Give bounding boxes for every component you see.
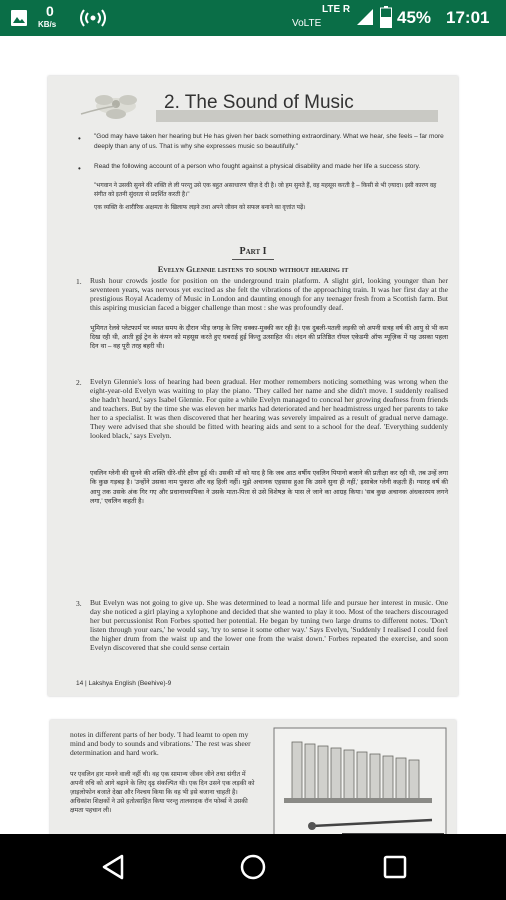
- para2-hindi: एवलिन ग्लेनी की सुनने की शक्ति धीरे-धीरे क्षीण हुई थी। उसकी माँ को याद है कि जब आठ वर्षीय एवलिन पियानो बजाने की प्रतीक्षा कर रही थी, तब उन्हें लगा कि कुछ गड़बड़ है। 'उन्होंने उसका नाम पुकारा और वह हिली नहीं। मुझे अचानक एहसास हुआ कि उसने सुना ही नहीं,' इसाबेल ग्लेनी कहती हैं। ग्यारह वर्ष की आयु तक उसके अंक गिर गए और प्रधानाध्यापिका ने उसके माता-पिता से उसे विशेषज्ञ के पास ले जाने का आग्रह किया। 'सब कुछ अचानक अंधकारमय लगने लगा,' एवलिन कहती है।: [90, 470, 448, 506]
- document-viewer[interactable]: [0, 36, 506, 834]
- para2: Evelyn Glennie's loss of hearing had been gradual. Her mother remembers noticing something was wrong when the eight-year-old Evelyn was waiting to play the piano. 'They called her name and she didn't move. I suddenly realised she hadn't heard,' says Isabel Glennie. For quite a while Evelyn managed to conceal her growing deafness from friends and teachers. But by the time she was eleven her marks had deteriorated and her headmistress urged her parents to take her to a specialist. It was then discovered that her hearing was severely impaired as a result of gradual nerve damage. They were advised that she should be fitted with hearing aids and sent to a school for the deaf. 'Everything suddenly looked black,' says Evelyn.: [90, 377, 448, 440]
- intro-bullet: •: [78, 134, 81, 143]
- page-footer: 14 | Lakshya English (Beehive)-9: [76, 680, 172, 687]
- page-2[interactable]: [50, 720, 456, 840]
- kbs-value: 0: [46, 3, 54, 19]
- network-type: LTE R: [322, 4, 351, 15]
- intro-read: Read the following account of a person who fought against a physical disability and made her life a success story.: [94, 163, 421, 170]
- para3-number: 3.: [76, 599, 82, 608]
- navigation-bar: [0, 834, 506, 900]
- part-label: Part I: [239, 246, 267, 257]
- battery-percent: 45%: [397, 8, 432, 27]
- read-bullet: •: [78, 164, 81, 173]
- battery-icon: [380, 6, 392, 28]
- para1-number: 1.: [76, 277, 82, 286]
- intro-quote: "God may have taken her hearing but He has given her back something extraordinary. What we hear, she feels – far more deeply than any of us. That is why she expresses music so beautifully.": [94, 133, 444, 150]
- home-icon[interactable]: [240, 854, 266, 880]
- part-underline: [232, 259, 274, 260]
- hindi-intro-1: "भगवान ने उसकी सुनने की शक्ति ले ली परन्तु उसे एक बहुत असाधारण चीज़ दे दी है। जो हम सुनते हैं, वह महसूस करती है – किसी से भी ज़्यादा। इसी कारण वह संगीत को इतनी सुंदरता से प्रदर्शित करती है।": [94, 183, 437, 198]
- xylophone-image: [272, 726, 448, 840]
- recents-icon[interactable]: [383, 855, 407, 879]
- gallery-icon: [10, 9, 28, 27]
- signal-icon: [356, 8, 374, 26]
- hotspot-icon: [80, 8, 106, 28]
- flower-decoration-icon: [76, 84, 156, 130]
- para1: Rush hour crowds jostle for position on the underground train platform. A slight girl, looking younger than her seventeen years, was nervous yet excited as she felt the vibrations of the approaching train. It was her first day at the prestigious Royal Academy of Music in London and daunting enough for any teenager fresh from a Scottish farm. But this aspiring musician faced a bigger challenge than most : she was profoundly deaf.: [90, 276, 448, 312]
- clock: 17:01: [446, 8, 490, 27]
- para2-number: 2.: [76, 378, 82, 387]
- page2-text: notes in different parts of her body. 'I had learnt to open my mind and body to sounds and vibrations.' The rest was sheer determination and hard work.: [70, 730, 251, 757]
- para3: But Evelyn was not going to give up. She was determined to lead a normal life and pursue her interest in music. One day she noticed a girl playing a xylophone and decided that she wanted to play it too. Most of the teachers discouraged her but percussionist Ron Forbes spotted her potential. He began by tuning two large drums to different notes. 'Don't listen through your ears,' he would say, 'try to sense it some other way.' Says Evelyn, 'Suddenly I realised I could feel the higher drum from the waist up and the lower one from the waist down.' Forbes repeated the exercise, and soon Evelyn discovered that she could sense certain: [90, 598, 448, 652]
- hindi-intro-2: एक व्यक्ति के शारीरिक अक्षमता के खिलाफ लड़ने तथा अपने जीवन को सफल बनाने का वृत्तांत पढ़ें।: [94, 205, 306, 211]
- para1-hindi: भूमिगत रेलवे प्लेटफार्म पर व्यस्त समय के दौरान भीड़ जगह के लिए धक्का-मुक्की कर रही है। एक दुबली-पतली लड़की जो अपनी सत्रह वर्ष की आयु से भी कम दिख रही थी, आती हुई ट्रेन के कंपन को महसूस करते हुए घबराई हुई किन्तु उत्साहित थी। लंदन की प्रतिष्ठित रॉयल एकेडमी ऑफ म्यूज़िक में यह उसका पहला दिन था – वह पूरी तरह बहरी थी।: [90, 325, 448, 350]
- page-1[interactable]: [48, 76, 458, 696]
- status-bar: [0, 0, 506, 36]
- page2-hindi: पर एवलिन हार मानने वाली नहीं थी। वह एक सामान्य जीवन जीने तथा संगीत में अपनी रुचि को आगे बढ़ाने के लिए दृढ़ संकल्पित थी। एक दिन उसने एक लड़की को ज़ाइलोफोन बजाते देखा और निश्चय किया कि वह भी इसे बजाना चाहती है। अधिकांश शिक्षकों ने उसे हतोत्साहित किया परन्तु तालवादक रॉन फोर्ब्स ने उसकी क्षमता पहचान ली।: [70, 771, 255, 814]
- chapter-title: 2. The Sound of Music: [164, 92, 354, 113]
- subtitle: Evelyn Glennie listens to sound without hearing it: [157, 264, 349, 274]
- kbs-unit: KB/s: [38, 20, 57, 29]
- back-icon[interactable]: [102, 854, 124, 880]
- volte-label: VoLTE: [292, 18, 322, 29]
